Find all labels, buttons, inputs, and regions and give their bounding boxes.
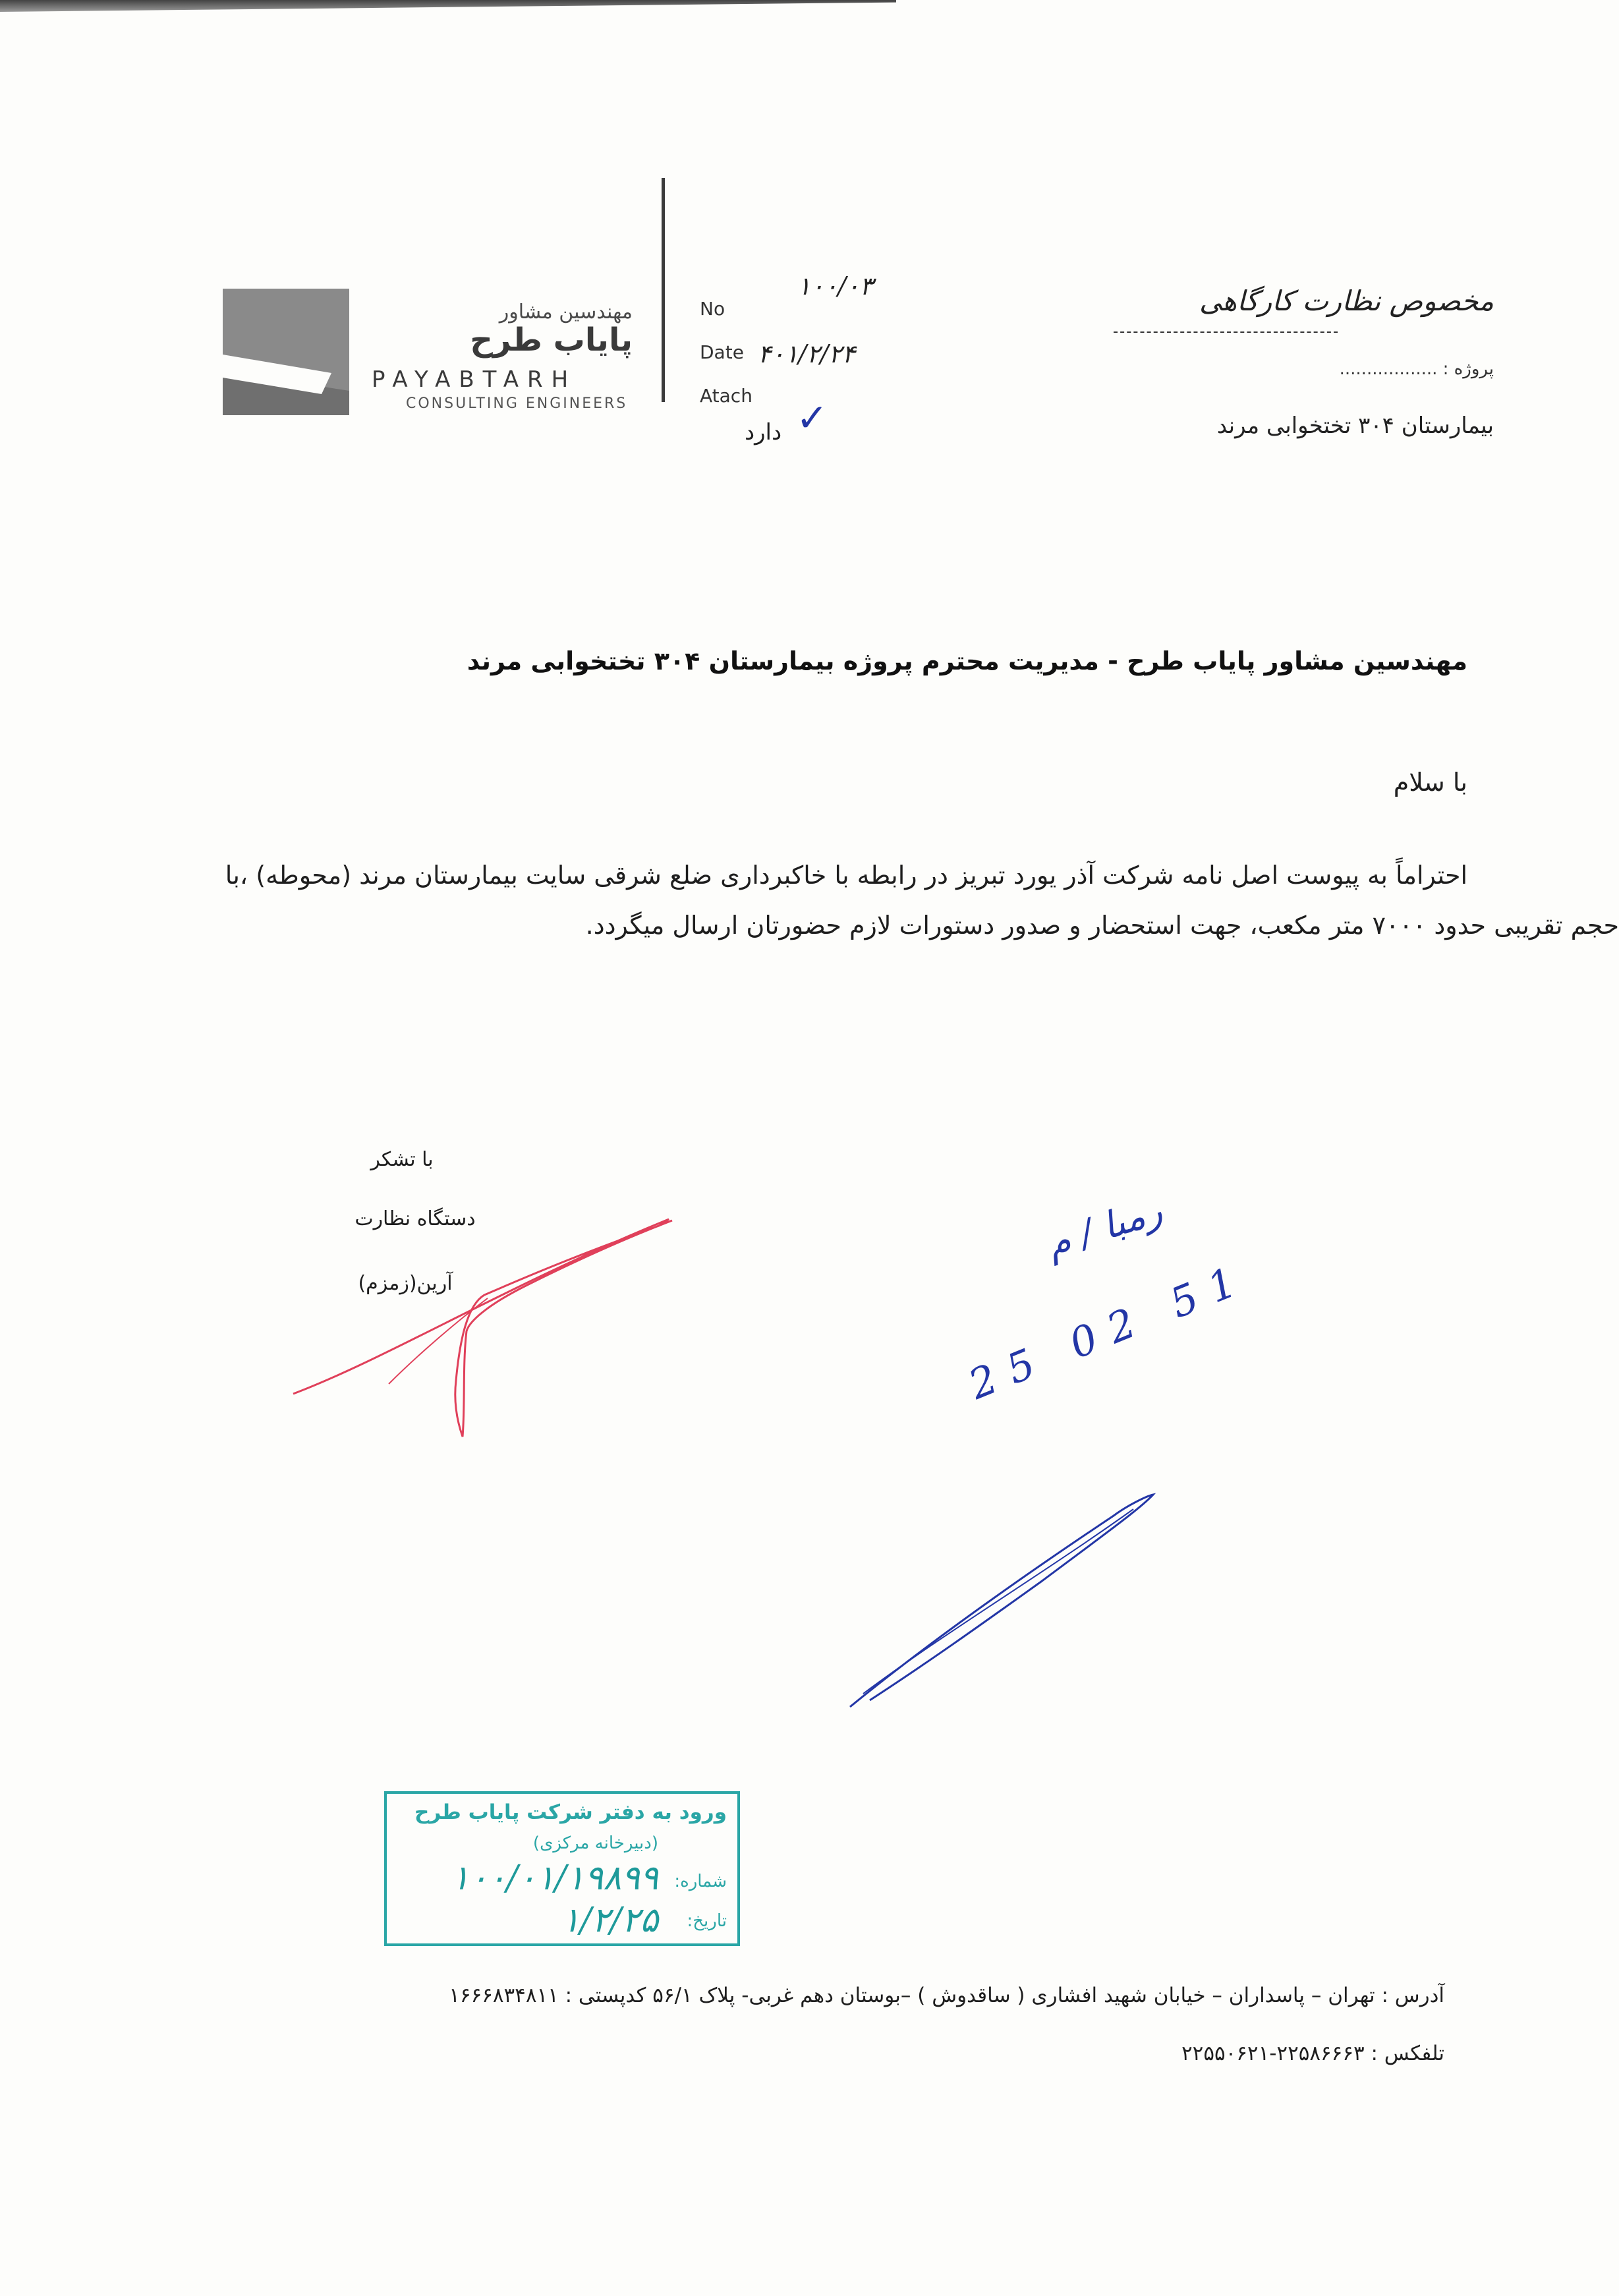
recipient-line: مهندسین مشاور پایاب طرح - مدیریت محترم پروژه بیمارستان ۳۰۴ تختخوابی مرند bbox=[467, 646, 1467, 675]
stamp-subtitle: (دبیرخانه مرکزی) bbox=[532, 1833, 658, 1853]
body-line: احتراماً به پیوست اصل نامه شرکت آذر یورد تبریز در رابطه با خاکبرداری ضلع شرقی سایت بیمارستان مرند (محوطه) ،با bbox=[225, 861, 1467, 890]
attachment-label: Atach bbox=[700, 385, 753, 407]
firm-name-persian: پایاب طرح bbox=[470, 322, 633, 359]
blue-signature bbox=[843, 1483, 1173, 1720]
project-name: بیمارستان ۳۰۴ تختخوابی مرند bbox=[1216, 413, 1494, 439]
letter-date-value: ۴۰۱/۲/۲۴ bbox=[758, 339, 856, 368]
firm-name-english: PAYABTARH bbox=[372, 366, 577, 393]
registry-stamp bbox=[384, 1791, 740, 1946]
supervision-title: مخصوص نظارت کارگاهی bbox=[1199, 285, 1494, 317]
footer-phone: تلفکس : ۲۲۵۸۶۶۶۳-۲۲۵۵۰۶۲۱ bbox=[1181, 2042, 1444, 2065]
red-signature bbox=[290, 1206, 685, 1509]
signer-department: دستگاه نظارت bbox=[355, 1207, 476, 1230]
project-label: پروژه : .................. bbox=[1339, 359, 1494, 379]
checkmark-icon: ✓ bbox=[796, 395, 828, 440]
closing-thanks: با تشکر bbox=[370, 1148, 434, 1171]
stamp-date-value: ۱/۲/۲۵ bbox=[561, 1901, 658, 1940]
stamp-number-label: شماره: bbox=[674, 1872, 727, 1891]
footer-address: آدرس : تهران – پاسداران – خیابان شهید افشاری ( ساقدوش ) –بوستان دهم غربی- پلاک ۵۶/۱ کدپستی : ۱۶۶۶۸۳۴۸۱۱ bbox=[449, 1984, 1444, 2007]
firm-subtitle-english: CONSULTING ENGINEERS bbox=[406, 395, 628, 412]
logo-icon bbox=[223, 289, 349, 415]
letter-number-value: ۱۰۰/۰۳ bbox=[797, 272, 873, 301]
stamp-date-label: تاریخ: bbox=[687, 1911, 727, 1931]
attachment-value: دارد bbox=[745, 419, 782, 445]
letter-date-label: Date bbox=[700, 341, 744, 363]
body-line: حجم تقریبی حدود ۷۰۰۰ متر مکعب، جهت استحضار و صدور دستورات لازم حضورتان ارسال میگردد. bbox=[585, 911, 1619, 940]
firm-name-small: مهندسین مشاور bbox=[499, 301, 633, 324]
header-divider bbox=[662, 178, 665, 402]
stamp-number-value: ۱۰۰/۰۱/۱۹۸۹۹ bbox=[451, 1858, 658, 1898]
letter-number-label: No bbox=[700, 298, 725, 320]
letter-body bbox=[44, 850, 1619, 950]
greeting: با سلام bbox=[1393, 768, 1467, 797]
handwritten-number: 25 02 51 bbox=[962, 1252, 1257, 1409]
scan-edge bbox=[0, 0, 896, 12]
stamp-title: ورود به دفتر شرکت پایاب طرح bbox=[414, 1800, 727, 1824]
title-underline bbox=[1114, 331, 1338, 333]
handwritten-note: رمبا / م bbox=[1041, 1189, 1168, 1267]
signer-name: آرین(زمزم) bbox=[358, 1272, 453, 1295]
